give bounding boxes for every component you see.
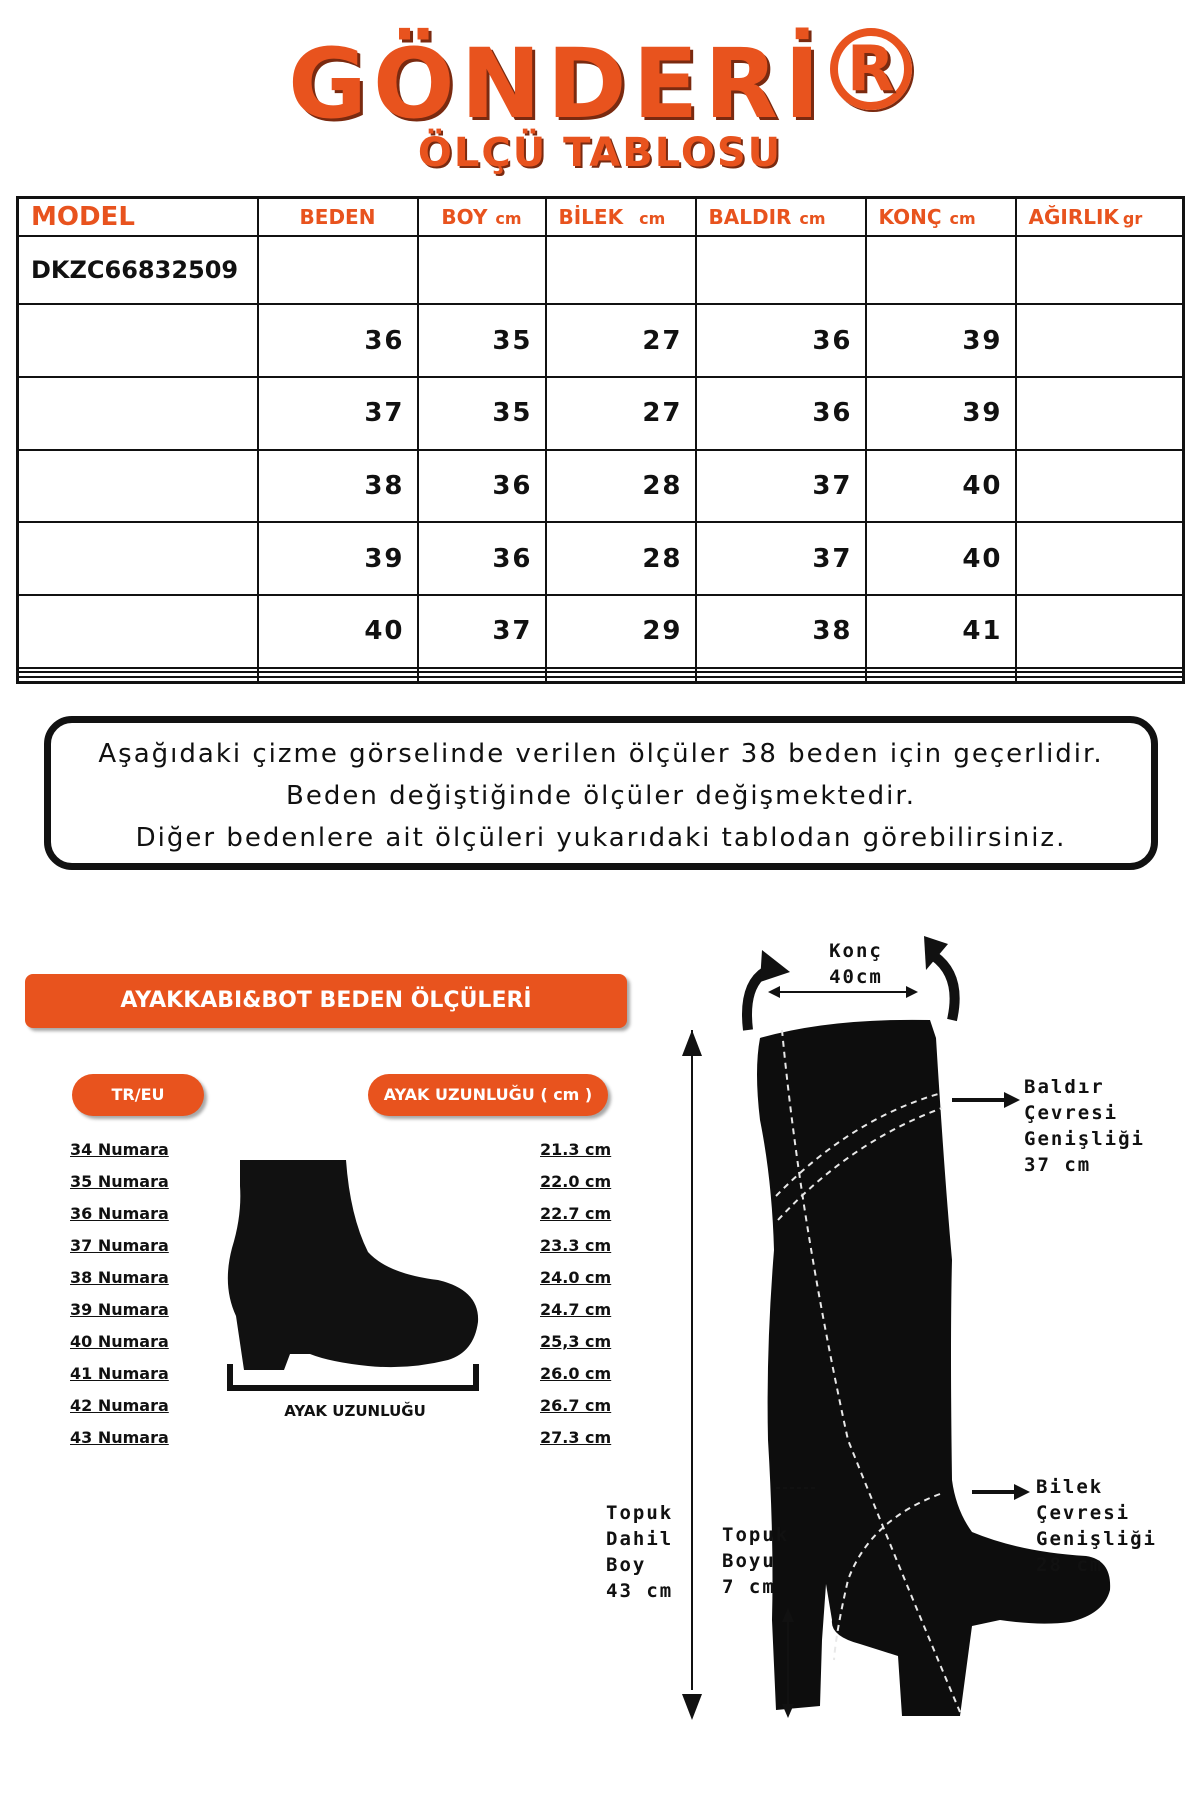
page-title: ÖLÇÜ TABLOSU [417, 130, 783, 176]
header-bilek [546, 198, 696, 237]
heel-annotation [722, 1522, 812, 1600]
cell-bilek: 27 [546, 304, 696, 377]
list-item: 35 Numara [70, 1172, 169, 1191]
table-cell [546, 236, 696, 304]
konc-annotation [806, 938, 906, 990]
table-cell [18, 450, 258, 523]
cell-beden: 40 [258, 595, 418, 668]
table-cell [418, 677, 546, 683]
model-code: DKZC66832509 [18, 236, 258, 304]
cell-beden: 39 [258, 522, 418, 595]
header-baldir [696, 198, 866, 237]
list-item: 21.3 cm [540, 1140, 612, 1159]
list-item: 37 Numara [70, 1236, 169, 1255]
table-cell [18, 377, 258, 450]
size-table [16, 196, 1185, 684]
cell-bilek: 28 [546, 522, 696, 595]
size-list [70, 1134, 190, 1454]
list-item: 38 Numara [70, 1268, 169, 1287]
header-baldir-label: BALDIR [708, 205, 792, 229]
header-beden-label: BEDEN [299, 205, 376, 229]
list-item: 22.7 cm [540, 1204, 612, 1223]
cell-konc: 40 [866, 522, 1016, 595]
cell-konc: 39 [866, 304, 1016, 377]
heel-value: 7 cm [722, 1576, 776, 1598]
cell-bilek: 28 [546, 450, 696, 523]
cell-baldir: 36 [696, 304, 866, 377]
cell-boy: 37 [418, 595, 546, 668]
total-value: 43 cm [606, 1580, 674, 1602]
notice-line-2: Beden değiştiğinde ölçüler değişmektedir. [286, 781, 916, 811]
cell-agirlik [1016, 377, 1184, 450]
cell-boy: 36 [418, 522, 546, 595]
header-bilek-unit: cm [639, 209, 666, 228]
table-row [18, 450, 1184, 523]
list-item: 26.7 cm [540, 1396, 612, 1415]
table-cell [418, 236, 546, 304]
cell-konc: 39 [866, 377, 1016, 450]
table-row [18, 677, 1184, 683]
heel-label-1: Topuk [722, 1524, 790, 1546]
header-konc [866, 198, 1016, 237]
heel-label-2: Boyu [722, 1550, 776, 1572]
header-konc-label: KONÇ [878, 205, 942, 229]
cell-baldir: 37 [696, 522, 866, 595]
header-agirlik-label: AĞIRLIK [1028, 205, 1119, 229]
brand-name: GÖNDERİ [288, 28, 826, 140]
table-cell [866, 236, 1016, 304]
konc-value: 40cm [829, 966, 883, 988]
list-item: 42 Numara [70, 1396, 169, 1415]
total-label-3: Boy [606, 1554, 647, 1576]
header-konc-unit: cm [949, 209, 976, 228]
list-item: 36 Numara [70, 1204, 169, 1223]
list-item: 27.3 cm [540, 1428, 612, 1447]
cell-konc: 41 [866, 595, 1016, 668]
table-row [18, 236, 1184, 304]
baldir-value: 37 cm [1024, 1154, 1092, 1176]
foot-length-pill: AYAK UZUNLUĞU ( cm ) [368, 1074, 608, 1116]
list-item: 34 Numara [70, 1140, 169, 1159]
notice-box [44, 716, 1158, 870]
cell-agirlik [1016, 304, 1184, 377]
konc-label: Konç [829, 940, 883, 962]
tr-eu-pill: TR/EU [72, 1074, 204, 1116]
table-cell [258, 236, 418, 304]
list-item: 26.0 cm [540, 1364, 612, 1383]
cell-agirlik [1016, 595, 1184, 668]
header-beden [258, 198, 418, 237]
header-agirlik-unit: gr [1122, 209, 1143, 228]
table-cell [546, 677, 696, 683]
table-cell [18, 677, 258, 683]
cell-baldir: 38 [696, 595, 866, 668]
knee-boot-diagram [600, 920, 1200, 1740]
total-label-2: Dahil [606, 1528, 674, 1550]
table-cell [696, 677, 866, 683]
bilek-annotation [1036, 1474, 1200, 1578]
cell-agirlik [1016, 450, 1184, 523]
table-row [18, 377, 1184, 450]
list-item: 25,3 cm [540, 1332, 612, 1351]
table-cell [866, 677, 1016, 683]
table-row [18, 304, 1184, 377]
table-cell [1016, 677, 1184, 683]
baldir-annotation [1024, 1074, 1200, 1178]
cell-boy: 35 [418, 304, 546, 377]
table-cell [258, 677, 418, 683]
table-cell [18, 595, 258, 668]
header-boy [418, 198, 546, 237]
cell-konc: 40 [866, 450, 1016, 523]
list-item: 40 Numara [70, 1332, 169, 1351]
cell-boy: 36 [418, 450, 546, 523]
notice-line-1: Aşağıdaki çizme görselinde verilen ölçüler 38 beden için geçerlidir. [98, 739, 1104, 769]
list-item: 24.7 cm [540, 1300, 612, 1319]
table-row [18, 522, 1184, 595]
registered-mark: R [830, 28, 912, 110]
header-boy-label: BOY [441, 205, 488, 229]
baldir-label: Baldır Çevresi [1024, 1076, 1119, 1124]
bilek-label: Bilek Çevresi [1036, 1476, 1131, 1524]
cell-bilek: 29 [546, 595, 696, 668]
cell-bilek: 27 [546, 377, 696, 450]
cell-baldir: 36 [696, 377, 866, 450]
table-cell [18, 304, 258, 377]
ankle-boot-icon [218, 1156, 488, 1406]
table-row [18, 595, 1184, 668]
cell-baldir: 37 [696, 450, 866, 523]
list-item: 41 Numara [70, 1364, 169, 1383]
total-label-1: Topuk [606, 1502, 674, 1524]
bilek-label-2: Genişliği [1036, 1528, 1157, 1550]
header-bilek-label: BİLEK [558, 205, 624, 229]
list-item: 39 Numara [70, 1300, 169, 1319]
header-model-label: MODEL [31, 202, 135, 232]
header-baldir-unit: cm [799, 209, 826, 228]
notice-line-3: Diğer bedenlere ait ölçüleri yukarıdaki tablodan görebilirsiniz. [135, 823, 1067, 853]
table-cell [18, 522, 258, 595]
cell-beden: 36 [258, 304, 418, 377]
header-model [18, 198, 258, 237]
cell-agirlik [1016, 522, 1184, 595]
table-cell [696, 236, 866, 304]
header-boy-unit: cm [495, 209, 522, 228]
size-guide-banner: AYAKKABI&BOT BEDEN ÖLÇÜLERİ [25, 974, 627, 1028]
table-cell [1016, 236, 1184, 304]
list-item: 24.0 cm [540, 1268, 612, 1287]
list-item: 22.0 cm [540, 1172, 612, 1191]
cell-beden: 38 [258, 450, 418, 523]
table-header-row [18, 198, 1184, 237]
header-agirlik [1016, 198, 1184, 237]
brand-logo [0, 28, 1200, 140]
foot-length-label: AYAK UZUNLUĞU [284, 1402, 426, 1420]
baldir-label-2: Genişliği [1024, 1128, 1145, 1150]
cell-beden: 37 [258, 377, 418, 450]
bilek-value: 28 cm [1036, 1554, 1104, 1576]
total-height-annotation [606, 1500, 696, 1604]
list-item: 23.3 cm [540, 1236, 612, 1255]
cell-boy: 35 [418, 377, 546, 450]
list-item: 43 Numara [70, 1428, 169, 1447]
